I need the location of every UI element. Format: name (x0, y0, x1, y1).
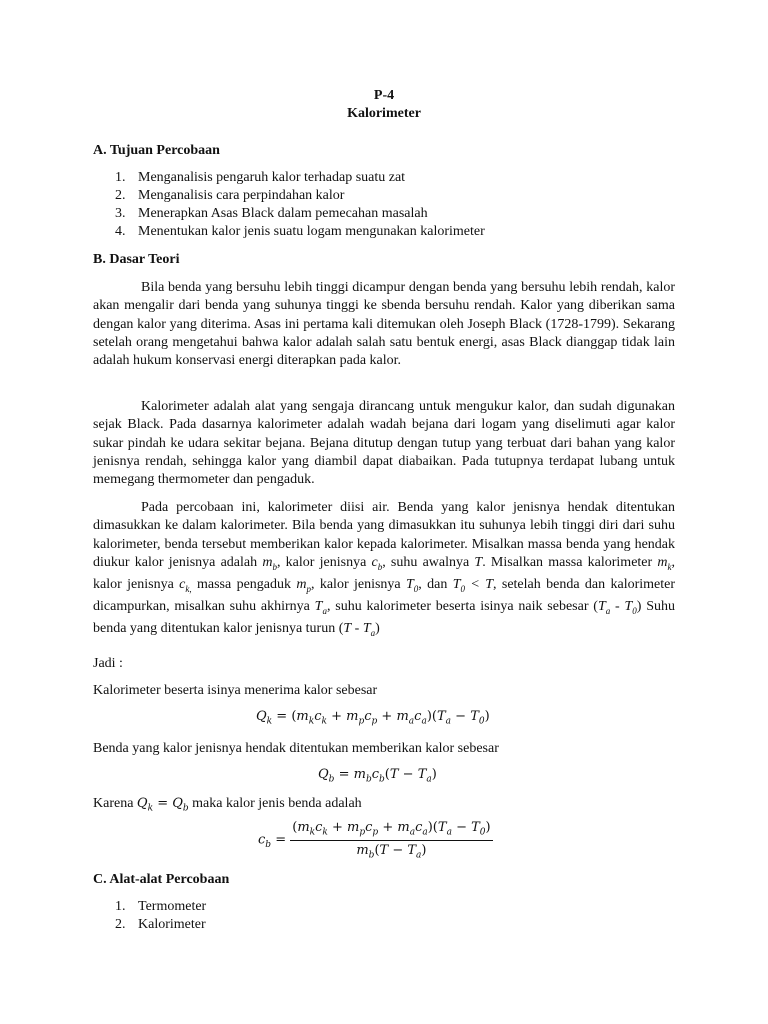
jadi-label: Jadi : (93, 656, 123, 671)
page-title: Kalorimeter (347, 106, 421, 121)
paragraph-2: Kalorimeter adalah alat yang sengaja dirancang untuk mengukur kalor, dan sudah digunakan sejak Black. Pada dasarnya kalorimeter adalah wadah bejana dari logam yang diselimuti agar kalor sukar pindah ke udara sekitar bejana. Bejana ditutup dengan tutup yang terbuat dari bahan yang kalor jenisnya rendah, sehingga kalor yang diambil dapat diabaikan. Pada tutupnya terdapat lubang untuk memegang thermometer dan pengaduk. (93, 399, 675, 488)
equation-qk: $Q_k = (m_kc_k + m_pc_p + m_ac_a)(T_a - T_0)$ (256, 709, 490, 727)
section-c-heading: C. Alat-alat Percobaan (93, 872, 230, 887)
equation-qb: $Q_b = m_bc_b(T - T_a)$ (318, 767, 437, 785)
list-item: 2. Kalorimeter (115, 917, 206, 932)
statement-1: Kalorimeter beserta isinya menerima kalor sebesar (93, 683, 378, 698)
list-item: 1. Menganalisis pengaruh kalor terhadap suatu zat (115, 170, 406, 185)
equation-cb: $c_b$ = $\frac{(m_kc_k + m_pc_p + m_ac_a)(T_a - T_0)}{m_b(T - T_a)}$ (258, 820, 491, 861)
list-item: 1. Termometer (115, 899, 207, 914)
paragraph-1: Bila benda yang bersuhu lebih tinggi dicampur dengan benda yang bersuhu lebih rendah, kalor akan mengalir dari benda yang suhunya tinggi ke sbenda bersuhu rendah. Kalor yang diberikan sama dengan kalor yang diterima. Asas ini pertama kali ditemukan oleh Joseph Black (1728-1799). Sekarang setelah orang mengetahui bahwa kalor adalah salah satu bentuk energi, asas Black dianggap tidak lain adalah hukum konservasi energi diterapkan pada kalor. (93, 280, 675, 369)
section-a-heading: A. Tujuan Percobaan (93, 143, 220, 158)
objectives-list (115, 169, 485, 241)
list-item: 3. Menerapkan Asas Black dalam pemecahan masalah (115, 206, 428, 221)
experiment-code: P-4 (373, 88, 395, 103)
statement-2: Benda yang kalor jenisnya hendak ditentukan memberikan kalor sebesar (93, 741, 499, 756)
list-item: 4. Menentukan kalor jenis suatu logam mengunakan kalorimeter (115, 224, 485, 239)
paragraph-3: Pada percobaan ini, kalorimeter diisi air. Benda yang kalor jenisnya hendak ditentukan dimasukkan ke dalam kalorimeter. Bila benda yang dimasukkan itu suhunya lebih tinggi diri dari suhu kalorimeter, benda tersebut memberikan kalor kepada kalorimeter. Misalkan massa benda yang hendak diukur kalor jenisnya adalah $m_b$, kalor jenisnya $c_b$, suhu awalnya T. Misalkan massa kalorimeter $m_k$, kalor jenisnya $c_{k,}$ massa pengaduk $m_p$, kalor jenisnya $T_0$, dan $T_0 < T$, setelah benda dan kalorimeter dicampurkan, misalkan suhu akhirnya $T_a$, suhu kalorimeter beserta isinya naik sebesar $(T_a - T_0)$ Suhu benda yang ditentukan kalor jenisnya turun $(T - T_a)$ (93, 500, 676, 638)
statement-3: Karena $Q_k = Q_b$ maka kalor jenis benda adalah (93, 796, 362, 814)
list-item: 2. Menganalisis cara perpindahan kalor (115, 188, 345, 203)
section-b-heading: B. Dasar Teori (93, 252, 180, 267)
equipment-list (115, 898, 206, 934)
